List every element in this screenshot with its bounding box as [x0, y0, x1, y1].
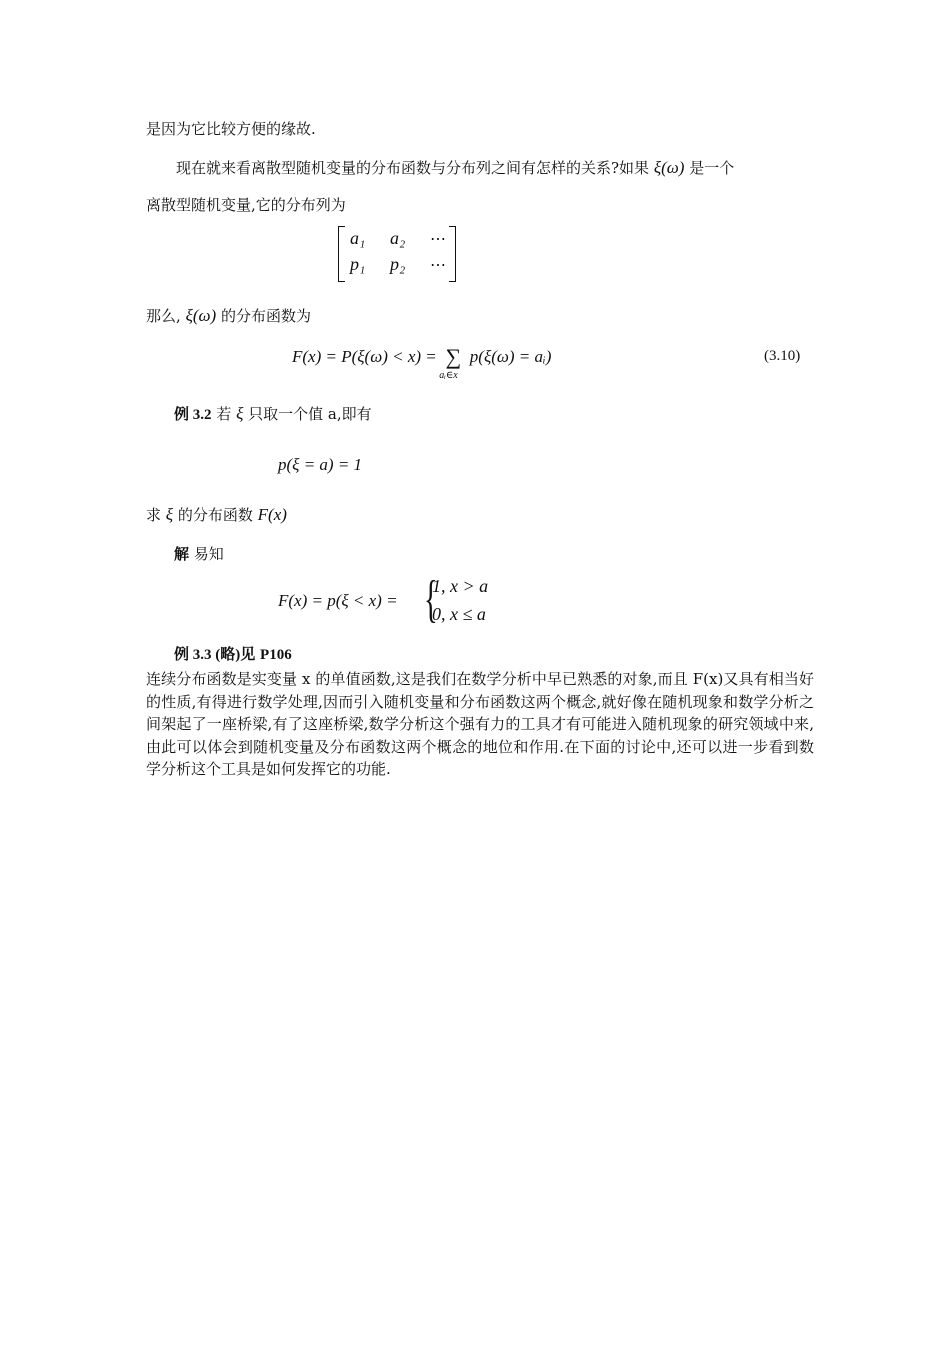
text-line-2-end: 是一个: [689, 159, 735, 177]
question-line: [146, 505, 287, 525]
distribution-matrix: [338, 226, 456, 280]
matrix-p2: p₂: [390, 254, 406, 274]
equation-p-xi-a: [278, 454, 362, 475]
equation-number: (3.10): [764, 348, 801, 364]
matrix-dots-bottom: ⋯: [430, 257, 446, 274]
matrix-p1: p₁: [350, 254, 366, 274]
text-line-4-start: 那么,: [146, 307, 181, 325]
sum-subscript: aᵢ∈x: [439, 370, 458, 381]
example-label: 例 3.2: [174, 407, 212, 423]
text-line-4-end: 的分布函数为: [220, 307, 311, 325]
eq-lhs: F(x) = P(ξ(ω) < x) =: [292, 347, 437, 366]
example-3-3: [174, 644, 292, 665]
xi-symbol: ξ: [236, 404, 244, 423]
summation: [439, 344, 465, 381]
question-text-a: 求: [146, 506, 162, 524]
matrix-a2: a₂: [390, 228, 406, 248]
text-line-1: 是因为它比较方便的缘故.: [146, 120, 316, 138]
piecewise-lhs: [278, 590, 398, 611]
piecewise-case-1: 1, x > a: [432, 576, 489, 596]
piecewise-case-2: 0, x ≤ a: [432, 604, 486, 624]
eq-rhs: p(ξ(ω) = aᵢ): [469, 347, 552, 366]
matrix-left-bracket: [338, 226, 345, 282]
example-3-2: [174, 404, 372, 425]
equation-3-10: [292, 344, 552, 381]
solution-label: 解: [174, 547, 190, 563]
solution-line: [174, 544, 224, 565]
text-line-4: [146, 306, 311, 326]
example-3-3-ref: P106: [260, 647, 292, 663]
xi-symbol-2: ξ: [165, 505, 174, 524]
matrix-right-bracket: [449, 226, 456, 282]
text-line-2-start: 现在就来看离散型随机变量的分布函数与分布列之间有怎样的关系?如果: [176, 159, 650, 177]
solution-text: 易知: [193, 545, 224, 563]
example-text-b: 只取一个值 a,即有: [248, 405, 372, 423]
closing-paragraph: 连续分布函数是实变量 x 的单值函数,这是我们在数学分析中早已熟悉的对象,而且 F(x)又具有相当好的性质,有得进行数学处理,因而引入随机变量和分布函数这两个概念,就好像在随机现象和数学分析之间架起了一座桥梁,有了这座桥梁,数学分析这个强有力的工具才有可能进入随机现象的研究领域中来,由此可以体会到随机变量及分布函数这两个概念的地位和作用.在下面的讨论中,还可以进一步看到数学分析这个工具是如何发挥它的功能.: [146, 670, 814, 778]
question-text-b: 的分布函数: [177, 506, 253, 524]
p-xi-a-expression: p(ξ = a) = 1: [278, 455, 363, 474]
F-of-x: F(x): [257, 505, 287, 524]
left-brace: {: [424, 571, 438, 628]
matrix-a1: a₁: [350, 228, 366, 248]
xi-omega-symbol-2: ξ(ω): [185, 306, 217, 325]
text-line-3: 离散型随机变量,它的分布列为: [146, 196, 346, 214]
xi-omega-symbol: ξ(ω): [653, 158, 685, 177]
example-text-a: 若: [216, 405, 232, 423]
sigma-symbol: ∑: [445, 344, 462, 369]
matrix-dots-top: ⋯: [430, 231, 446, 248]
piecewise-lhs-expression: F(x) = p(ξ < x) =: [278, 591, 398, 610]
example-3-3-label: 例 3.3 (略)见: [174, 647, 256, 663]
text-line-2: [176, 158, 734, 178]
